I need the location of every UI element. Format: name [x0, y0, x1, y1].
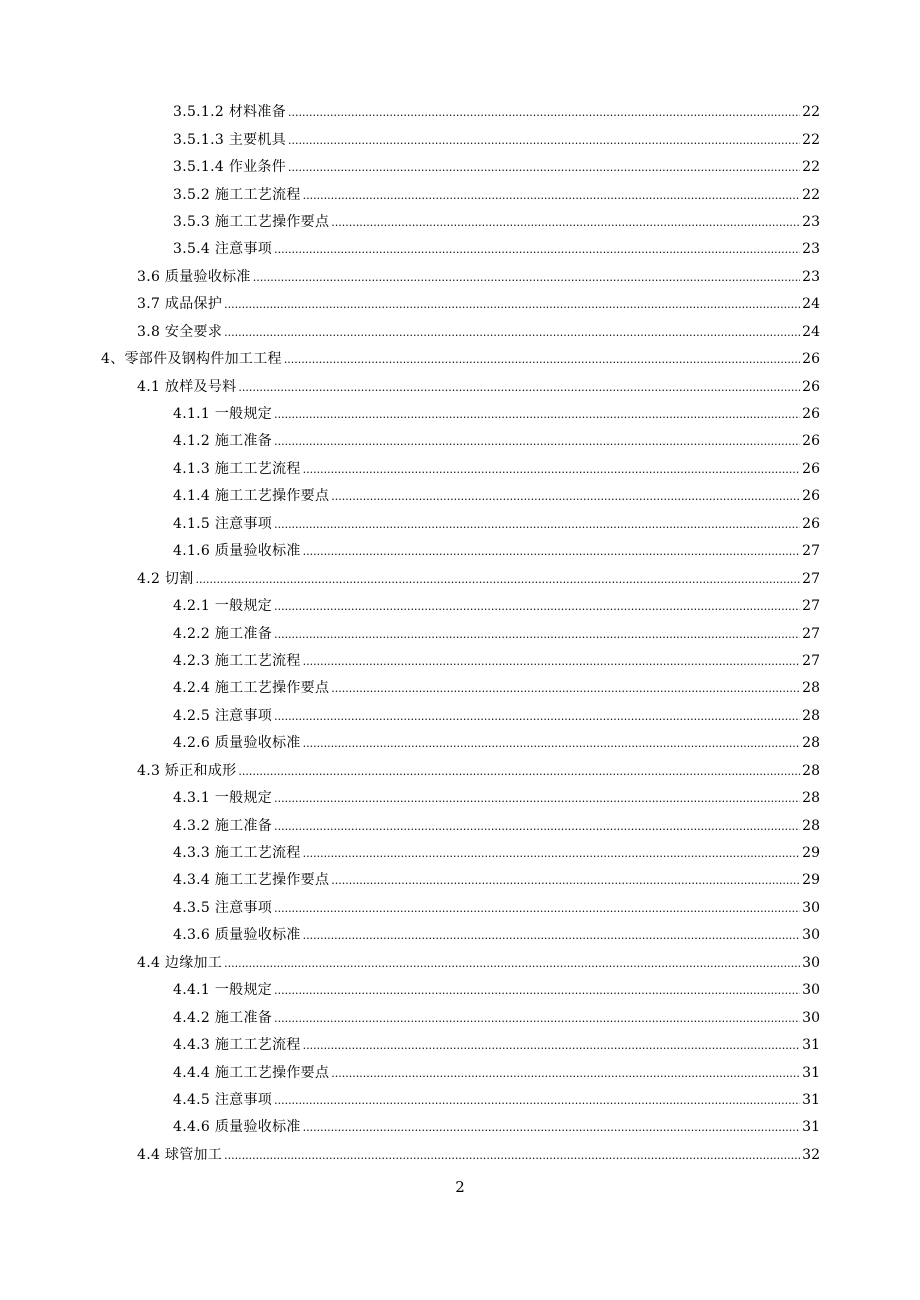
toc-entry-label: 3.5.3 施工工艺操作要点 [173, 213, 330, 230]
toc-entry-label: 4.4 球管加工 [137, 1146, 223, 1163]
dot-leader [288, 132, 800, 150]
toc-entry[interactable] [0, 895, 920, 922]
toc-entry-page: 22 [802, 159, 820, 176]
toc-entry[interactable] [0, 785, 920, 812]
toc-entry-line [173, 844, 820, 863]
toc-entry-label: 4.2.3 施工工艺流程 [173, 652, 301, 669]
toc-entry-line [173, 542, 820, 561]
toc-entry-line [173, 652, 820, 671]
toc-entry-label: 4.4.5 注意事项 [173, 1091, 273, 1108]
toc-entry-label: 3.5.1.4 作业条件 [173, 159, 287, 176]
toc-entry[interactable] [0, 950, 920, 977]
toc-entry-page: 23 [802, 241, 820, 258]
toc-entry[interactable] [0, 840, 920, 867]
dot-leader [224, 324, 800, 342]
toc-entry[interactable] [0, 483, 920, 510]
toc-entry-line [173, 158, 820, 177]
toc-entry-line [173, 432, 820, 451]
toc-entry[interactable] [0, 456, 920, 483]
dot-leader [274, 982, 800, 1000]
toc-entry-line [173, 926, 820, 945]
page-number: 2 [455, 1178, 465, 1196]
toc-entry-label: 3.5.1.2 材料准备 [173, 104, 287, 121]
toc-entry-line [173, 597, 820, 616]
dot-leader [274, 626, 800, 644]
dot-leader [274, 900, 800, 918]
dot-leader [284, 351, 800, 369]
toc-entry-line [173, 734, 820, 753]
dot-leader [224, 296, 800, 314]
toc-entry-line [173, 871, 820, 890]
toc-entry-line [173, 789, 820, 808]
dot-leader [224, 955, 800, 973]
toc-entry-line [173, 103, 820, 122]
toc-entry-label: 4、零部件及钢构件加工工程 [101, 351, 282, 368]
dot-leader [303, 1119, 801, 1137]
toc-entry[interactable] [0, 264, 920, 291]
toc-entry[interactable] [0, 209, 920, 236]
toc-entry-label: 4.3.2 施工准备 [173, 817, 273, 834]
toc-entry-line [173, 679, 820, 698]
dot-leader [288, 104, 800, 122]
dot-leader [331, 214, 800, 232]
toc-entry-page: 28 [802, 707, 820, 724]
toc-entry-label: 4.4.3 施工工艺流程 [173, 1037, 301, 1054]
toc-entry-page: 26 [802, 351, 820, 368]
toc-entry-label: 4.3.5 注意事项 [173, 899, 273, 916]
toc-entry-label: 4.4 边缘加工 [137, 954, 223, 971]
toc-entry[interactable] [0, 511, 920, 538]
toc-entry-page: 22 [802, 131, 820, 148]
toc-entry-label: 4.3.3 施工工艺流程 [173, 845, 301, 862]
toc-entry-page: 28 [802, 735, 820, 752]
toc-entry[interactable] [0, 620, 920, 647]
toc-entry-page: 28 [802, 680, 820, 697]
toc-entry-page: 27 [802, 625, 820, 642]
dot-leader [238, 379, 800, 397]
toc-entry-page: 22 [802, 186, 820, 203]
toc-entry-page: 30 [802, 954, 820, 971]
toc-entry-label: 4.1.4 施工工艺操作要点 [173, 488, 330, 505]
toc-entry-line [137, 1146, 820, 1165]
toc-entry[interactable] [0, 1087, 920, 1114]
toc-entry-label: 4.1.1 一般规定 [173, 406, 273, 423]
toc-entry-page: 29 [802, 845, 820, 862]
toc-entry[interactable] [0, 977, 920, 1004]
toc-entry[interactable] [0, 319, 920, 346]
toc-entry-label: 4.1.6 质量验收标准 [173, 543, 301, 560]
toc-entry-page: 31 [802, 1037, 820, 1054]
toc-entry-page: 30 [802, 899, 820, 916]
toc-entry-line [173, 1118, 820, 1137]
dot-leader [303, 735, 801, 753]
toc-entry-label: 4.4.2 施工准备 [173, 1009, 273, 1026]
dot-leader [303, 845, 801, 863]
toc-entry[interactable] [0, 373, 920, 400]
toc-entry-line [173, 131, 820, 150]
toc-entry-line [137, 954, 820, 973]
toc-entry-label: 3.5.1.3 主要机具 [173, 131, 287, 148]
toc-entry-label: 4.2.6 质量验收标准 [173, 735, 301, 752]
toc-entry-label: 4.2.5 注意事项 [173, 707, 273, 724]
toc-entry-label: 4.3.4 施工工艺操作要点 [173, 872, 330, 889]
dot-leader [253, 269, 800, 287]
toc-entry-line [173, 1064, 820, 1083]
toc-entry-line [173, 707, 820, 726]
toc-entry-line [173, 981, 820, 1000]
toc-entry-label: 4.3.6 质量验收标准 [173, 927, 301, 944]
toc-entry[interactable] [0, 181, 920, 208]
toc-entry[interactable] [0, 154, 920, 181]
toc-entry-page: 31 [802, 1091, 820, 1108]
toc-entry-label: 4.4.4 施工工艺操作要点 [173, 1064, 330, 1081]
toc-entry-page: 30 [802, 927, 820, 944]
toc-entry[interactable] [0, 346, 920, 373]
toc-entry-label: 4.4.6 质量验收标准 [173, 1119, 301, 1136]
toc-entry-page: 22 [802, 104, 820, 121]
toc-entry[interactable] [0, 703, 920, 730]
toc-entry-line [173, 1091, 820, 1110]
toc-entry[interactable] [0, 1114, 920, 1141]
toc-entry-line [173, 1036, 820, 1055]
toc-entry[interactable] [0, 126, 920, 153]
toc-entry-line [173, 405, 820, 424]
toc-entry-page: 28 [802, 817, 820, 834]
toc-entry[interactable] [0, 1142, 920, 1169]
dot-leader [274, 241, 800, 259]
toc-entry-line [137, 378, 820, 397]
toc-entry-label: 4.1.5 注意事项 [173, 515, 273, 532]
toc-entry[interactable] [0, 99, 920, 126]
toc-entry-page: 30 [802, 1009, 820, 1026]
toc-entry-label: 4.2 切割 [137, 570, 194, 587]
toc-entry-label: 3.8 安全要求 [137, 323, 223, 340]
toc-entry-line [173, 899, 820, 918]
toc-entry-label: 4.1 放样及号料 [137, 378, 237, 395]
dot-leader [288, 159, 800, 177]
toc-entry-page: 24 [802, 323, 820, 340]
toc-entry[interactable] [0, 867, 920, 894]
dot-leader [274, 598, 800, 616]
toc-entry-line [173, 186, 820, 205]
toc-entry[interactable] [0, 593, 920, 620]
dot-leader [274, 516, 800, 534]
toc-entry[interactable] [0, 922, 920, 949]
toc-entry[interactable] [0, 538, 920, 565]
toc-entry[interactable] [0, 401, 920, 428]
toc-entry[interactable] [0, 758, 920, 785]
toc-entry[interactable] [0, 236, 920, 263]
dot-leader [274, 406, 800, 424]
toc-entry-page: 23 [802, 213, 820, 230]
toc-entry-line [137, 295, 820, 314]
toc-entry-label: 3.5.2 施工工艺流程 [173, 186, 301, 203]
dot-leader [238, 763, 800, 781]
dot-leader [274, 790, 800, 808]
toc-entry-page: 32 [802, 1146, 820, 1163]
toc-entry-line [137, 762, 820, 781]
toc-entry-line [101, 350, 820, 369]
toc-entry-page: 28 [802, 790, 820, 807]
toc-entry[interactable] [0, 1032, 920, 1059]
dot-leader [274, 433, 800, 451]
toc-entry-page: 29 [802, 872, 820, 889]
toc-entry-page: 24 [802, 296, 820, 313]
dot-leader [331, 488, 800, 506]
toc-entry-page: 27 [802, 570, 820, 587]
toc-entry-line [137, 570, 820, 589]
toc-entry-line [173, 487, 820, 506]
toc-entry-line [173, 1009, 820, 1028]
toc-entry-page: 31 [802, 1119, 820, 1136]
toc-entry-page: 26 [802, 433, 820, 450]
dot-leader [303, 927, 801, 945]
dot-leader [303, 543, 801, 561]
toc-entry-page: 23 [802, 268, 820, 285]
dot-leader [274, 708, 800, 726]
toc-entry-line [173, 213, 820, 232]
dot-leader [303, 187, 801, 205]
toc-entry-label: 3.5.4 注意事项 [173, 241, 273, 258]
toc-entry[interactable] [0, 291, 920, 318]
toc-entry-label: 4.1.3 施工工艺流程 [173, 460, 301, 477]
toc-entry[interactable] [0, 428, 920, 455]
toc-entry[interactable] [0, 565, 920, 592]
dot-leader [331, 680, 800, 698]
toc-entry-page: 26 [802, 406, 820, 423]
toc-entry[interactable] [0, 1004, 920, 1031]
toc-entry[interactable] [0, 648, 920, 675]
toc-entry-line [173, 460, 820, 479]
toc-entry-page: 27 [802, 598, 820, 615]
toc-entry-label: 3.6 质量验收标准 [137, 268, 251, 285]
dot-leader [331, 1065, 800, 1083]
toc-entry-label: 4.2.4 施工工艺操作要点 [173, 680, 330, 697]
toc-entry-line [173, 515, 820, 534]
toc-entry-label: 4.2.1 一般规定 [173, 598, 273, 615]
toc-entry-label: 4.4.1 一般规定 [173, 982, 273, 999]
toc-entry[interactable] [0, 675, 920, 702]
toc-entry-line [173, 625, 820, 644]
toc-entry[interactable] [0, 1059, 920, 1086]
toc-entry-label: 4.1.2 施工准备 [173, 433, 273, 450]
toc-entry-line [137, 323, 820, 342]
toc-entry-label: 3.7 成品保护 [137, 296, 223, 313]
toc-entry-page: 26 [802, 515, 820, 532]
toc-entry-page: 26 [802, 460, 820, 477]
toc-entry-label: 4.3 矫正和成形 [137, 762, 237, 779]
dot-leader [224, 1147, 800, 1165]
toc-entry-page: 31 [802, 1064, 820, 1081]
dot-leader [274, 1010, 800, 1028]
toc-entry-label: 4.2.2 施工准备 [173, 625, 273, 642]
dot-leader [274, 818, 800, 836]
toc-entry-page: 30 [802, 982, 820, 999]
toc-entry-page: 26 [802, 378, 820, 395]
toc-entry-page: 27 [802, 652, 820, 669]
toc-entry-page: 26 [802, 488, 820, 505]
toc-entry-label: 4.3.1 一般规定 [173, 790, 273, 807]
dot-leader [303, 653, 801, 671]
toc-entry-page: 28 [802, 762, 820, 779]
toc-entry-line [137, 268, 820, 287]
toc-entry[interactable] [0, 812, 920, 839]
toc-entry-page: 27 [802, 543, 820, 560]
dot-leader [303, 461, 801, 479]
table-of-contents [0, 99, 920, 1169]
toc-entry-line [173, 240, 820, 259]
toc-entry-line [173, 817, 820, 836]
dot-leader [303, 1037, 801, 1055]
toc-entry[interactable] [0, 730, 920, 757]
dot-leader [331, 872, 800, 890]
dot-leader [196, 571, 801, 589]
dot-leader [274, 1092, 800, 1110]
